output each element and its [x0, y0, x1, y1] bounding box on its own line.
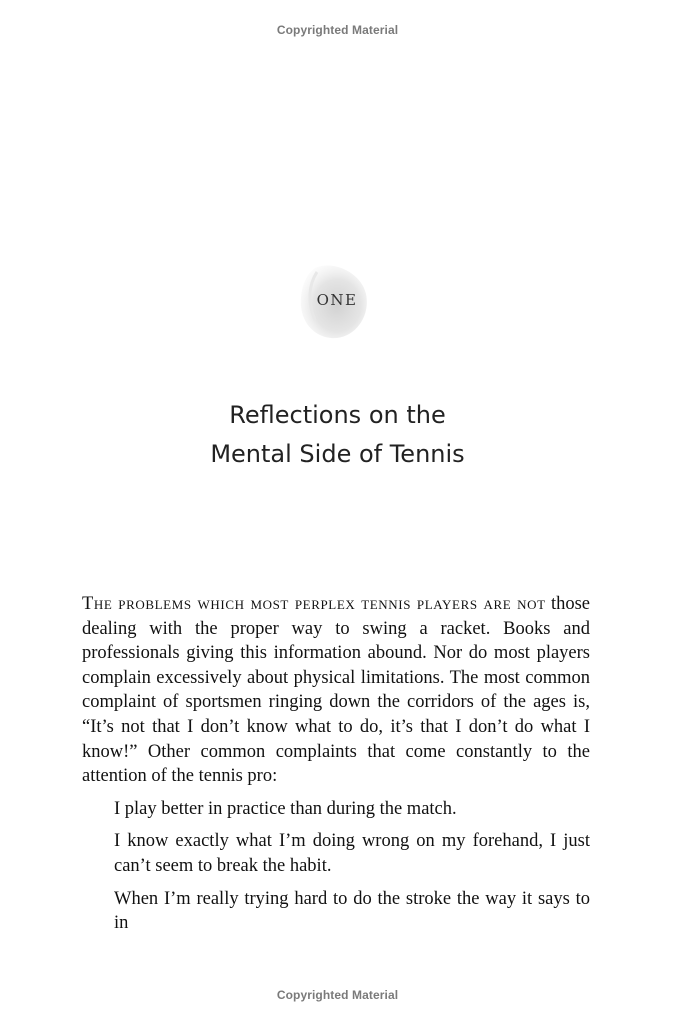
complaint-quote-1: I play better in practice than during the match. [114, 798, 457, 819]
chapter-title-line-2: Mental Side of Tennis [210, 440, 465, 468]
small-caps-lead-in: The problems which most perplex tennis players are not [82, 594, 546, 614]
chapter-mark [287, 262, 387, 342]
opening-paragraph-text: those dealing with the proper way to swing a racket. Books and professionals giving this information abound. Nor do most players complain excessively about physical limitations. The most common complaint of sportsmen ringing down the corridors of the ages is, “It’s not that I don’t know what to do, it’s that I don’t do what I know!” Other common complaints that come constantly to the attention of the tennis pro: [82, 594, 590, 787]
chapter-title-line-1: Reflections on the [229, 401, 446, 429]
complaint-quote-3: When I’m really trying hard to do the stroke the way it says to in [114, 888, 590, 934]
chapter-title [0, 396, 675, 474]
chapter-number: ONE [316, 291, 358, 309]
copyright-watermark-top: Copyrighted Material [276, 23, 399, 37]
complaint-quote-2: I know exactly what I’m doing wrong on my forehand, I just can’t seem to break the habit. [114, 831, 590, 876]
copyright-watermark-bottom: Copyrighted Material [276, 988, 399, 1002]
opening-paragraph [82, 592, 590, 789]
chapter-body [82, 592, 590, 936]
